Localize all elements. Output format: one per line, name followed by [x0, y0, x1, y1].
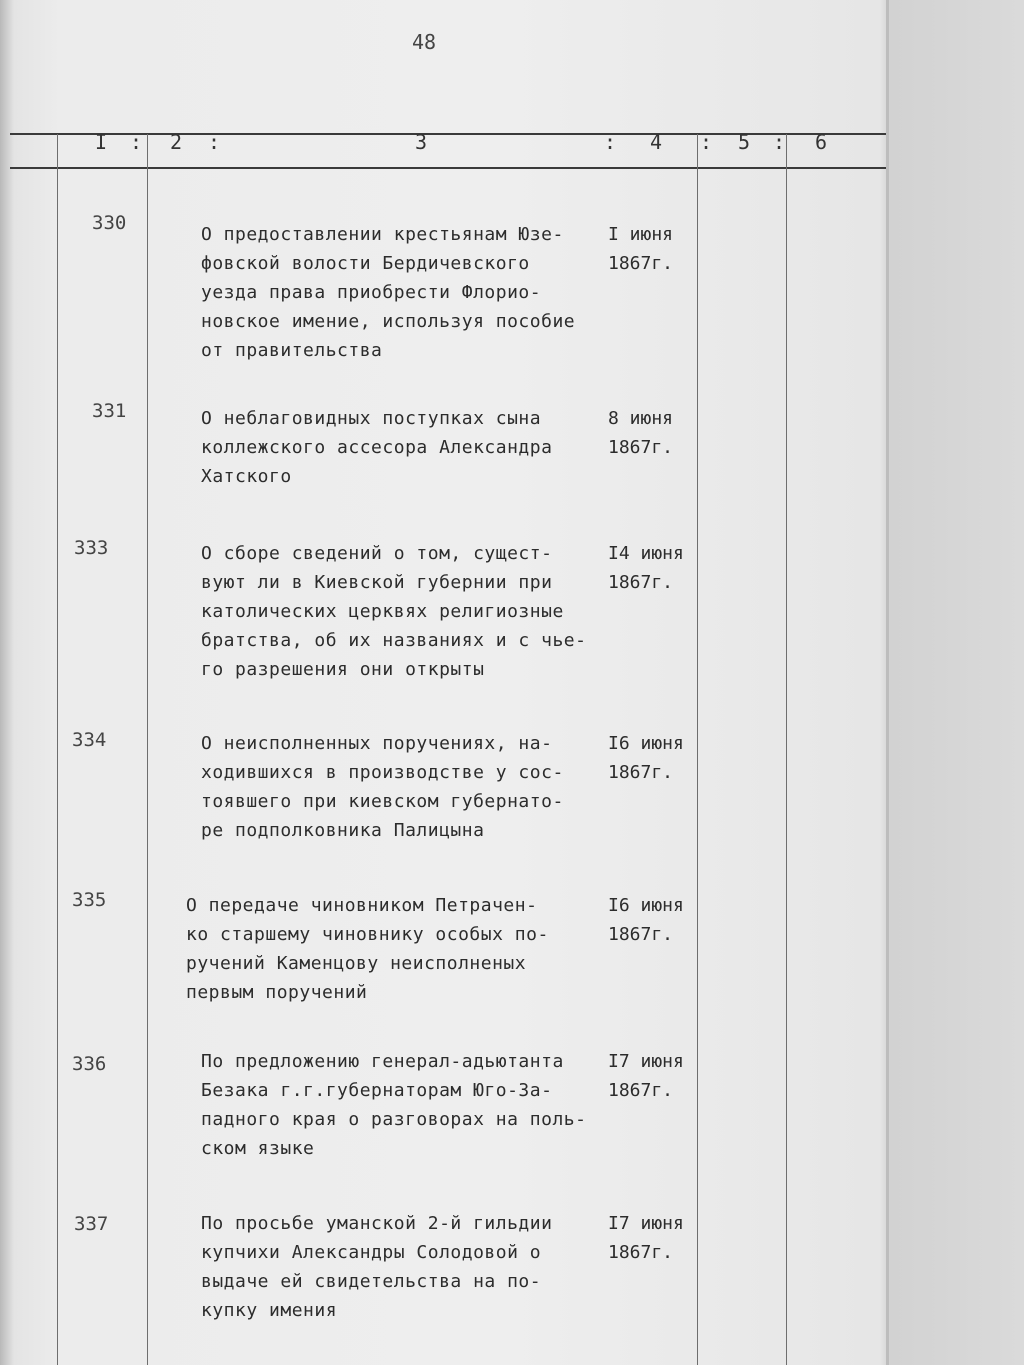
entry-number: 330 [92, 212, 127, 234]
entry-number: 337 [74, 1213, 109, 1235]
entry-title: О предоставлении крестьянам Юзе- фовской волости Бердичевского уезда права приобрести Флорио- новское имение, используя пособие от правительства [201, 224, 576, 361]
header-col-6: 6 [815, 130, 828, 154]
entry-date: I4 июня 1867г. [608, 543, 684, 593]
header-col-4: 4 [650, 130, 663, 154]
entry-date: 8 июня 1867г. [608, 408, 674, 458]
entry-title: По предложению генерал-адьютанта Безака г.г.губернаторам Юго-За- падного края о разговорах на поль- ском языке [201, 1051, 587, 1159]
entry-date: I6 июня 1867г. [608, 733, 684, 783]
header-sep: : [604, 130, 617, 154]
header-col-1: I [95, 130, 108, 154]
entry-number: 335 [72, 889, 107, 911]
entry-title: О передаче чиновником Петрачен- ко старшему чиновнику особых по- ручений Каменцову неисполненых первым поручений [186, 895, 549, 1003]
entry-date: I7 июня 1867г. [608, 1213, 684, 1263]
entry-title: О неисполненных поручениях, на- ходившихся в производстве у сос- тоявшего при киевском губернато- ре подполковника Палицына [201, 733, 564, 841]
column-rule-4 [786, 134, 787, 1365]
entry-number: 334 [72, 729, 107, 751]
entry-number: 331 [92, 400, 127, 422]
entry-title: По просьбе уманской 2-й гильдии купчихи Александры Солодовой о выдаче ей свидетельства на по- купку имения [201, 1213, 553, 1321]
column-rule-2 [147, 134, 148, 1365]
entry-title: О сборе сведений о том, сущест- вуют ли в Киевской губернии при католических церквях религиозные братства, об их названиях и с чье- го разрешения они открыты [201, 543, 587, 680]
header-col-3: 3 [415, 130, 428, 154]
header-sep: : [773, 130, 786, 154]
header-sep: : [130, 130, 143, 154]
header-sep: : [700, 130, 713, 154]
entry-date: I7 июня 1867г. [608, 1051, 684, 1101]
page-edge [886, 0, 889, 1365]
header-col-2: 2 [170, 130, 183, 154]
page-number: 48 [412, 30, 437, 54]
column-rule-1 [57, 134, 58, 1365]
header-sep: : [208, 130, 221, 154]
entry-title: О неблаговидных поступках сына коллежского ассесора Александра Хатского [201, 408, 553, 487]
entry-number: 333 [74, 537, 109, 559]
header-bottom-rule [10, 167, 886, 169]
entry-date: I6 июня 1867г. [608, 895, 684, 945]
entry-date: I июня 1867г. [608, 224, 674, 274]
entry-number: 336 [72, 1053, 107, 1075]
header-col-5: 5 [738, 130, 751, 154]
